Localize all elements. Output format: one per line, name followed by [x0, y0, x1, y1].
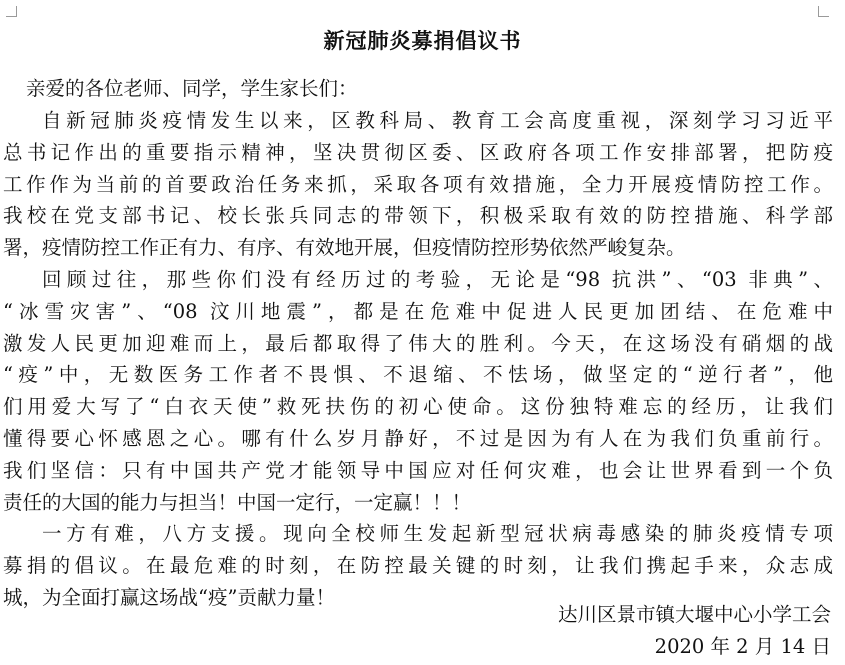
paragraph-line: 募捐的倡议。在最危难的时刻，在防控最关键的时刻，让我们携起手来，众志成 — [3, 554, 833, 578]
paragraph-line: 们用爱大写了“白衣天使”救死扶伤的初心使命。这份独特难忘的经历，让我们 — [3, 395, 833, 419]
signature-date: 2020 年 2 月 14 日 — [654, 634, 831, 658]
signature-block — [558, 599, 831, 663]
paragraph-line: 自新冠肺炎疫情发生以来，区教科局、教育工会高度重视，深刻学习习近平 — [42, 109, 833, 132]
page-corner-mark-top-right — [818, 6, 829, 17]
document-title: 新冠肺炎募捐倡议书 — [323, 28, 522, 53]
paragraph-line: 回顾过往，那些你们没有经历过的考验，无论是“98 抗洪”、“03 非典”、 — [42, 267, 833, 291]
salutation: 亲爱的各位老师、同学，学生家长们： — [26, 77, 358, 100]
paragraph-line: 总书记作出的重要指示精神，坚决贯彻区委、区政府各项工作安排部署，把防疫 — [3, 140, 833, 164]
paragraph-line: 一方有难，八方支援。现向全校师生发起新型冠状病毒感染的肺炎疫情专项 — [42, 522, 833, 546]
paragraph-line: 懂得要心怀感恩之心。哪有什么岁月静好，不过是因为有人在为我们负重前行。 — [3, 426, 833, 450]
paragraph-line: “疫”中，无数医务工作者不畏惧、不退缩、不怯场，做坚定的“逆行者”，他 — [3, 363, 833, 387]
paragraph-line: “冰雪灾害”、“08 汶川地震”，都是在危难中促进人民更加团结、在危难中 — [3, 299, 833, 323]
signature-organization: 达川区景市镇大堰中心小学工会 — [557, 603, 831, 626]
paragraph-line: 工作作为当前的首要政治任务来抓，采取各项有效措施，全力开展疫情防控工作。 — [3, 172, 833, 196]
document-body — [3, 105, 833, 614]
page-corner-mark-top-left — [6, 6, 17, 17]
paragraph-line: 城，为全面打赢这场战“疫”贡献力量！ — [3, 585, 335, 609]
paragraph-line: 激发人民更加迎难而上，最后都取得了伟大的胜利。今天，在这场没有硝烟的战 — [3, 331, 833, 355]
paragraph-line: 署，疫情防控工作正有力、有序、有效地开展，但疫情防控形势依然严峻复杂。 — [3, 236, 686, 260]
paragraph-line: 我们坚信：只有中国共产党才能领导中国应对任何灾难，也会让世界看到一个负 — [3, 458, 833, 482]
paragraph-line: 责任的大国的能力与担当！中国一定行，一定赢！！！ — [3, 490, 472, 514]
paragraph-line: 我校在党支部书记、校长张兵同志的带领下，积极采取有效的防控措施、科学部 — [3, 204, 833, 228]
